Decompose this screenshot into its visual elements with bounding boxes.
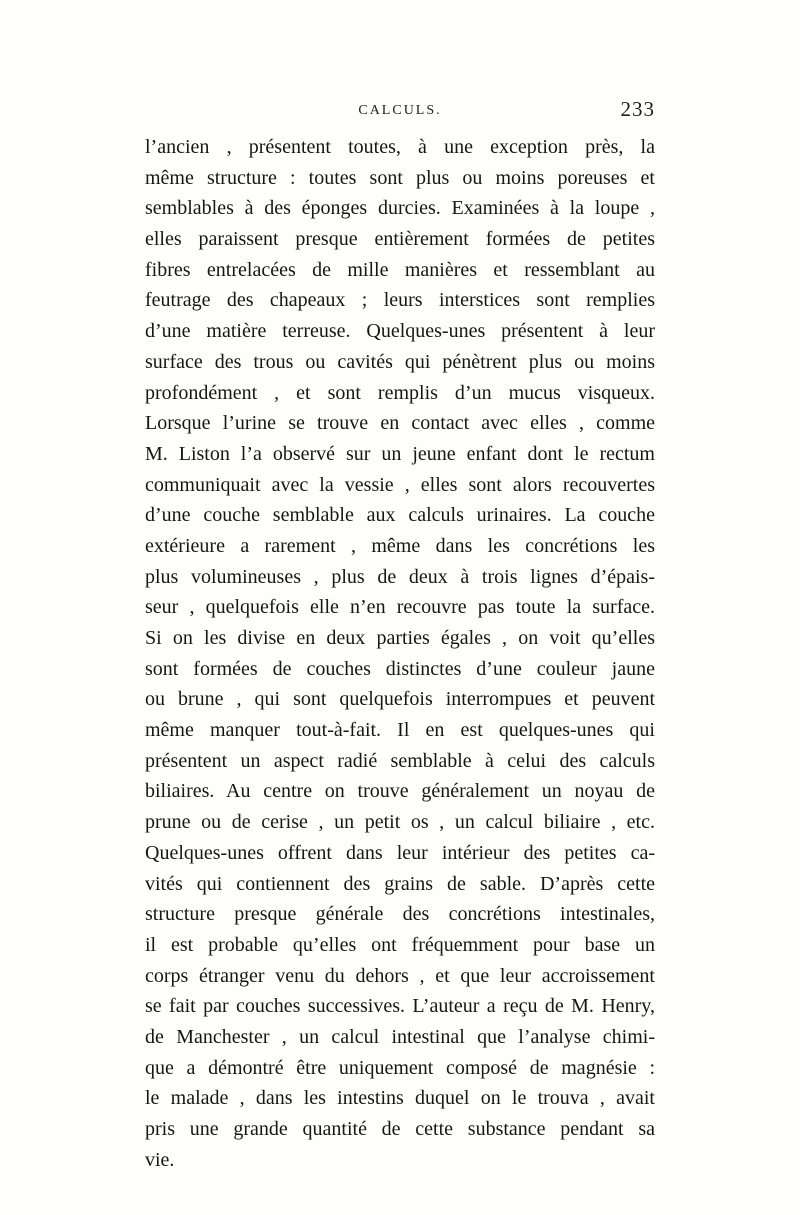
text-line: Quelques-unes offrent dans leur intérieur des petites ca- [145, 841, 655, 864]
text-line: l’ancien , présentent toutes, à une exception près, la [145, 136, 655, 158]
text-line: plus volumineuses , plus de deux à trois lignes d’épais- [145, 565, 655, 588]
text-line: prune ou de cerise , un petit os , un calcul biliaire , etc. [145, 811, 655, 834]
text-line: d’une couche semblable aux calculs urinaires. La couche [145, 504, 655, 527]
body-text [145, 132, 655, 1175]
page-number: 233 [620, 97, 655, 121]
text-line: ou brune , qui sont quelquefois interrompues et peuvent [145, 688, 655, 711]
text-line: de Manchester , un calcul intestinal que l’analyse chimi- [145, 1025, 655, 1048]
text-line: profondément , et sont remplis d’un mucus visqueux. [145, 381, 655, 404]
text-line: présentent un aspect radié semblable à celui des calculs [145, 749, 655, 772]
text-line: seur , quelquefois elle n’en recouvre pas toute la surface. [145, 596, 655, 619]
text-line: pris une grande quantité de cette substance pendant sa [145, 1118, 655, 1140]
text-line: biliaires. Au centre on trouve généralement un noyau de [145, 780, 655, 803]
text-line: sont formées de couches distinctes d’une couleur jaune [145, 657, 655, 680]
text-line: Si on les divise en deux parties égales , on voit qu’elles [145, 627, 655, 649]
text-line: extérieure a rarement , même dans les concrétions les [145, 534, 655, 557]
running-title: CALCULS. [358, 103, 442, 118]
text-line: surface des trous ou cavités qui pénètrent plus ou moins [145, 350, 655, 373]
text-line: d’une matière terreuse. Quelques-unes présentent à leur [145, 320, 655, 343]
text-line: elles paraissent presque entièrement formées de petites [145, 228, 655, 251]
text-line: vités qui contiennent des grains de sable. D’après cette [145, 872, 655, 895]
text-line: M. Liston l’a observé sur un jeune enfant dont le rectum [145, 442, 655, 465]
text-line: communiquait avec la vessie , elles sont alors recouvertes [145, 473, 655, 496]
text-line: vie. [145, 1148, 175, 1171]
text-line: feutrage des chapeaux ; leurs interstices sont remplies [145, 289, 655, 312]
text-line: corps étranger venu du dehors , et que leur accroissement [145, 964, 655, 987]
text-line: fibres entrelacées de mille manières et ressemblant au [145, 258, 655, 281]
text-line: que a démontré être uniquement composé de magnésie : [145, 1056, 655, 1079]
text-line: semblables à des éponges durcies. Examinées à la loupe , [145, 197, 655, 220]
page-header [145, 97, 655, 129]
text-line: le malade , dans les intestins duquel on le trouva , avait [145, 1087, 655, 1110]
text-line: Lorsque l’urine se trouve en contact avec elles , comme [145, 412, 655, 435]
text-line: structure presque générale des concrétions intestinales, [145, 903, 655, 926]
text-line: se fait par couches successives. L’auteur a reçu de M. Henry, [145, 995, 655, 1018]
text-line: même manquer tout-à-fait. Il en est quelques-unes qui [145, 719, 655, 742]
text-line: même structure : toutes sont plus ou moins poreuses et [145, 166, 655, 189]
text-line: il est probable qu’elles ont fréquemment pour base un [145, 933, 655, 956]
